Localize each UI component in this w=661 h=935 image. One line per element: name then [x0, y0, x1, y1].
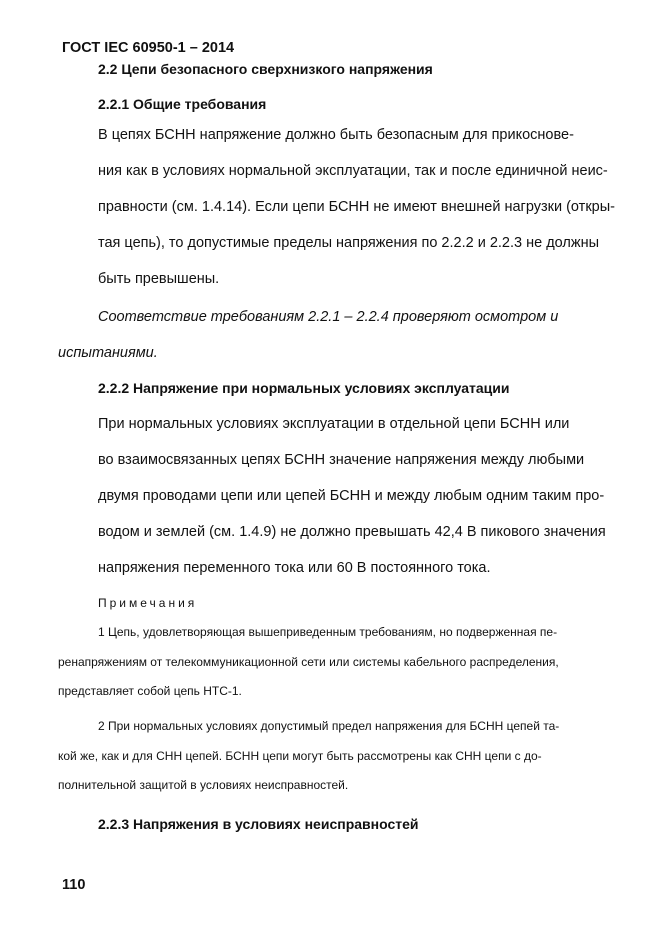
- standard-code-header: ГОСТ IEC 60950-1 – 2014: [62, 40, 235, 56]
- note-line: представляет собой цепь НТС-1.: [58, 684, 242, 698]
- paragraph-line: во взаимосвязанных цепях БСНН значение напряжения между любыми: [98, 452, 585, 468]
- compliance-line: испытаниями.: [58, 345, 158, 361]
- paragraph-line: тая цепь), то допустимые пределы напряжения по 2.2.2 и 2.2.3 не должны: [98, 235, 600, 251]
- paragraph-line: водом и землей (см. 1.4.9) не должно превышать 42,4 В пикового значения: [98, 524, 606, 540]
- note-line: 2 При нормальных условиях допустимый предел напряжения для БСНН цепей та-: [98, 719, 560, 733]
- note-line: кой же, как и для СНН цепей. БСНН цепи могут быть рассмотрены как СНН цепи с до-: [58, 748, 542, 763]
- heading-2-2: 2.2 Цепи безопасного сверхнизкого напряжения: [98, 61, 433, 77]
- note-1: [58, 618, 618, 707]
- compliance-line: Соответствие требованиям 2.2.1 – 2.2.4 проверяют осмотром и: [98, 309, 559, 325]
- paragraph-2-2-2: [58, 406, 618, 586]
- paragraph-line: двумя проводами цепи или цепей БСНН и между любым одним таким про-: [98, 488, 605, 504]
- paragraph-line: При нормальных условиях эксплуатации в отдельной цепи БСНН или: [98, 416, 570, 432]
- notes-title: Примечания: [98, 596, 198, 610]
- note-line: полнительной защитой в условиях неисправностей.: [58, 778, 349, 792]
- paragraph-line: быть превышены.: [98, 271, 220, 287]
- paragraph-line: напряжения переменного тока или 60 В постоянного тока.: [98, 560, 491, 576]
- paragraph-2-2-1: [58, 117, 618, 297]
- note-line: ренапряжениям от телекоммуникационной сети или системы кабельного распределения,: [58, 654, 559, 669]
- heading-2-2-3: 2.2.3 Напряжения в условиях неисправностей: [98, 816, 419, 832]
- heading-2-2-2: 2.2.2 Напряжение при нормальных условиях эксплуатации: [98, 380, 510, 396]
- paragraph-line: ния как в условиях нормальной эксплуатации, так и после единичной неис-: [98, 163, 608, 179]
- note-line: 1 Цепь, удовлетворяющая вышеприведенным требованиям, но подверженная пе-: [98, 625, 558, 639]
- heading-2-2-1: 2.2.1 Общие требования: [98, 96, 267, 112]
- paragraph-line: правности (см. 1.4.14). Если цепи БСНН не имеют внешней нагрузки (откры-: [98, 199, 615, 215]
- paragraph-line: В цепях БСНН напряжение должно быть безопасным для прикоснове-: [98, 127, 574, 143]
- compliance-statement: [58, 299, 618, 371]
- note-2: [58, 712, 618, 801]
- page-number: 110: [62, 877, 86, 893]
